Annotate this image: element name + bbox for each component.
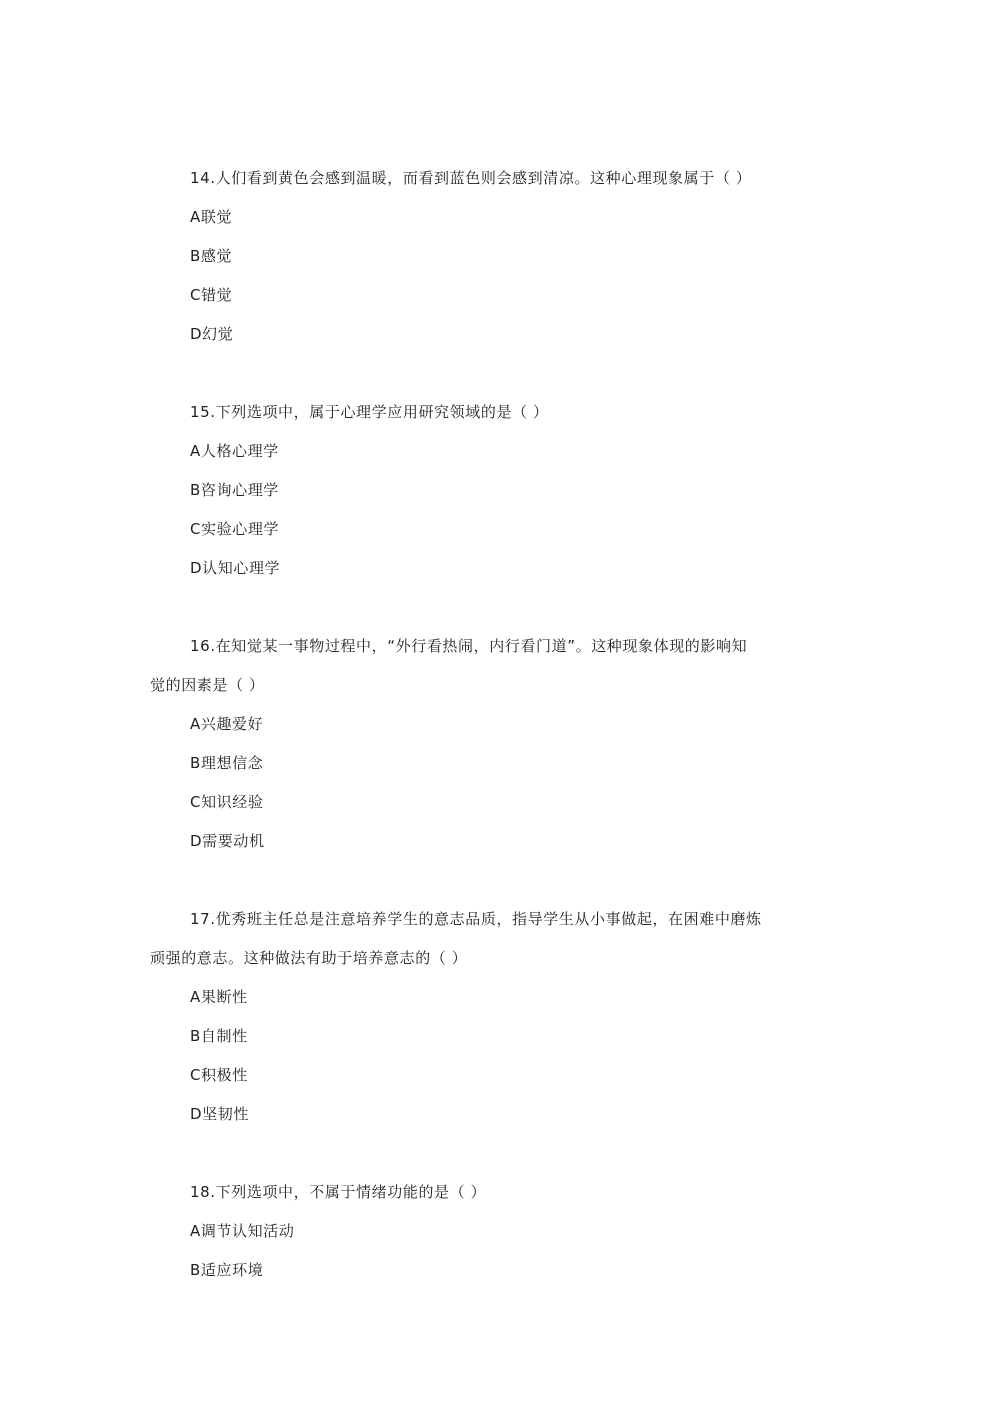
question-16-option-b: B理想信念: [190, 754, 264, 772]
question-17-stem-continued: 顽强的意志。这种做法有助于培养意志的（ ）: [150, 949, 468, 967]
question-17-option-d: D坚韧性: [190, 1105, 249, 1123]
question-18-option-b: B适应环境: [190, 1261, 264, 1279]
question-17-stem: 17.优秀班主任总是注意培养学生的意志品质，指导学生从小事做起，在困难中磨炼: [190, 910, 762, 928]
question-14-option-a: A联觉: [190, 208, 233, 226]
question-15-option-b: B咨询心理学: [190, 481, 279, 499]
question-18-option-a: A调节认知活动: [190, 1222, 295, 1240]
question-17-option-b: B自制性: [190, 1027, 248, 1045]
question-15-option-d: D认知心理学: [190, 559, 281, 577]
question-16-option-a: A兴趣爱好: [190, 715, 264, 733]
question-18-stem: 18.下列选项中，不属于情绪功能的是（ ）: [190, 1183, 487, 1201]
question-14-stem: 14.人们看到黄色会感到温暖，而看到蓝色则会感到清凉。这种心理现象属于（ ）: [190, 169, 752, 187]
question-15-option-a: A人格心理学: [190, 442, 279, 460]
question-17-option-a: A果断性: [190, 988, 248, 1006]
question-16-stem-continued: 觉的因素是（ ）: [150, 676, 265, 694]
question-14-option-c: C错觉: [190, 286, 233, 304]
question-17-option-c: C积极性: [190, 1066, 248, 1084]
question-16-option-d: D需要动机: [190, 832, 265, 850]
question-14-option-d: D幻觉: [190, 325, 234, 343]
question-15-stem: 15.下列选项中，属于心理学应用研究领域的是（ ）: [190, 403, 549, 421]
question-15-option-c: C实验心理学: [190, 520, 280, 538]
question-16-option-c: C知识经验: [190, 793, 264, 811]
question-14-option-b: B感觉: [190, 247, 233, 265]
question-16-stem: 16.在知觉某一事物过程中，“外行看热闹，内行看门道”。这种现象体现的影响知: [190, 637, 748, 655]
